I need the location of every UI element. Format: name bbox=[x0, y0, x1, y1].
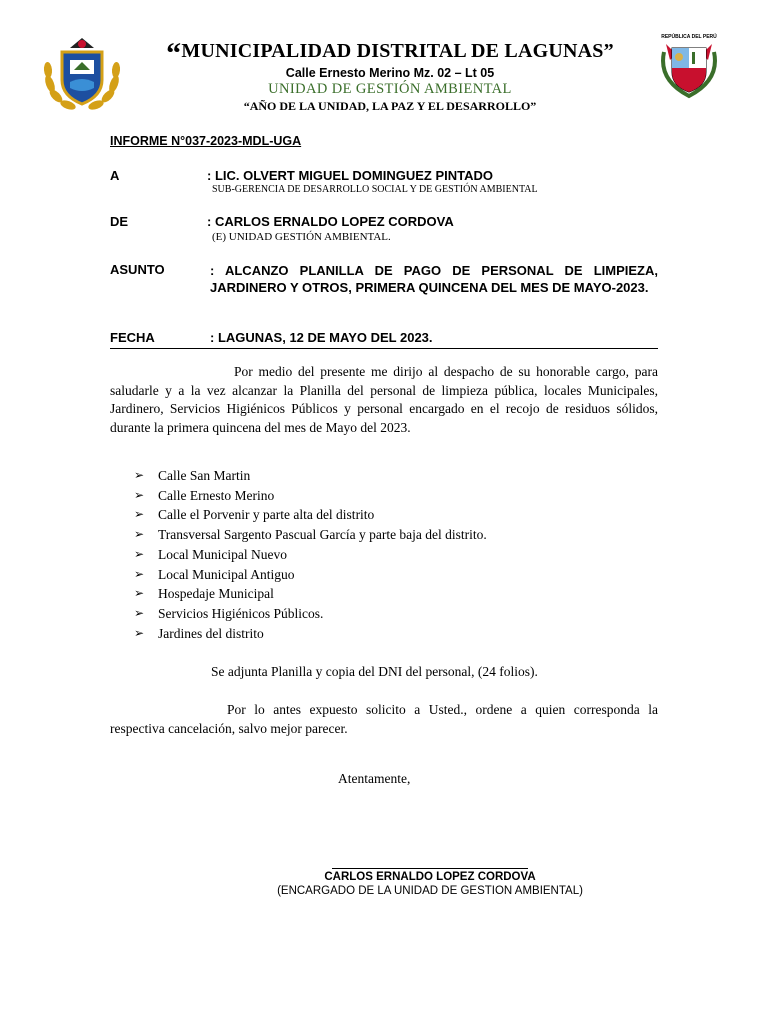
title-close-quote: ” bbox=[603, 40, 614, 62]
arrow-bullet-icon: ➢ bbox=[134, 487, 145, 502]
arrow-bullet-icon: ➢ bbox=[134, 625, 145, 640]
subject-label: ASUNTO bbox=[110, 262, 165, 277]
to-label: A bbox=[110, 168, 120, 183]
date-label: FECHA bbox=[110, 330, 155, 345]
title-text: MUNICIPALIDAD DISTRITAL DE LAGUNAS bbox=[181, 40, 604, 62]
list-item bbox=[134, 624, 654, 644]
date-value: : LAGUNAS, 12 DE MAYO DEL 2023. bbox=[210, 330, 433, 345]
from-subtitle: (E) UNIDAD GESTIÓN AMBIENTAL. bbox=[212, 231, 391, 243]
subject-value: : ALCANZO PLANILLA DE PAGO DE PERSONAL DE LIMPIEZA, JARDINERO Y OTROS, PRIMERA QUINCENA DEL MES DE MAYO-2023. bbox=[210, 263, 658, 295]
signature-role: (ENCARGADO DE LA UNIDAD DE GESTION AMBIENTAL) bbox=[277, 885, 583, 897]
date-row bbox=[110, 330, 658, 349]
signature-name: CARLOS ERNALDO LOPEZ CORDOVA bbox=[324, 871, 536, 883]
from-value: : CARLOS ERNALDO LOPEZ CORDOVA bbox=[207, 214, 454, 229]
arrow-bullet-icon: ➢ bbox=[134, 468, 145, 482]
arrow-bullet-icon: ➢ bbox=[134, 586, 145, 601]
list-item-text: Servicios Higiénicos Públicos. bbox=[158, 605, 324, 621]
arrow-bullet-icon: ➢ bbox=[134, 527, 145, 542]
title-open-quote: “ bbox=[166, 37, 182, 70]
report-number: INFORME N°037-2023-MDL-UGA bbox=[110, 134, 302, 148]
to-subtitle: SUB-GERENCIA DE DESARROLLO SOCIAL Y DE GESTIÓN AMBIENTAL bbox=[212, 184, 538, 195]
arrow-bullet-icon: ➢ bbox=[134, 605, 145, 620]
list-item-text: Jardines del distrito bbox=[158, 625, 264, 641]
unit-name: UNIDAD DE GESTIÓN AMBIENTAL bbox=[268, 81, 512, 97]
list-item bbox=[134, 584, 654, 604]
list-item-text: Calle San Martin bbox=[158, 468, 251, 483]
list-item-text: Calle Ernesto Merino bbox=[158, 487, 275, 503]
list-item bbox=[134, 565, 654, 585]
list-item bbox=[134, 525, 654, 545]
list-item bbox=[134, 545, 654, 565]
arrow-bullet-icon: ➢ bbox=[134, 507, 145, 522]
list-item-text: Transversal Sargento Pascual García y parte baja del distrito. bbox=[158, 527, 487, 543]
list-item bbox=[134, 505, 654, 525]
places-list bbox=[134, 466, 654, 643]
request-paragraph: Por lo antes expuesto solicito a Usted., ordene a quien corresponda la respectiva cancelación, salvo mejor parecer. bbox=[110, 702, 658, 736]
arrow-bullet-icon: ➢ bbox=[134, 566, 145, 581]
municipality-address: Calle Ernesto Merino Mz. 02 – Lt 05 bbox=[285, 66, 495, 80]
from-label: DE bbox=[110, 214, 129, 229]
attachment-note: Se adjunta Planilla y copia del DNI del personal, (24 folios). bbox=[211, 664, 538, 679]
municipality-title bbox=[110, 37, 670, 70]
list-item bbox=[134, 486, 654, 506]
list-item bbox=[134, 466, 654, 486]
list-item-text: Local Municipal Nuevo bbox=[158, 546, 287, 562]
list-item-text: Calle el Porvenir y parte alta del distrito bbox=[158, 507, 375, 523]
list-item bbox=[134, 604, 654, 624]
to-value: : LIC. OLVERT MIGUEL DOMINGUEZ PINTADO bbox=[207, 168, 493, 183]
list-item-text: Hospedaje Municipal bbox=[158, 586, 274, 602]
intro-paragraph: Por medio del presente me dirijo al despacho de su honorable cargo, para saludarle y a la vez alcanzar la Planilla del personal de limpieza pública, locales Municipales, Jardinero, Servicios Higiénicos Públicos y personal encargado en el recojo de residuos sólidos, durante la primera quincena del mes de Mayo del 2023. bbox=[110, 364, 658, 435]
svg-text:REPÚBLICA DEL PERÚ: REPÚBLICA DEL PERÚ bbox=[661, 34, 717, 40]
signature-line bbox=[332, 868, 528, 869]
year-motto: “AÑO DE LA UNIDAD, LA PAZ Y EL DESARROLLO” bbox=[243, 99, 537, 113]
closing: Atentamente, bbox=[338, 771, 411, 786]
arrow-bullet-icon: ➢ bbox=[134, 546, 145, 561]
list-item-text: Local Municipal Antiguo bbox=[158, 566, 295, 582]
